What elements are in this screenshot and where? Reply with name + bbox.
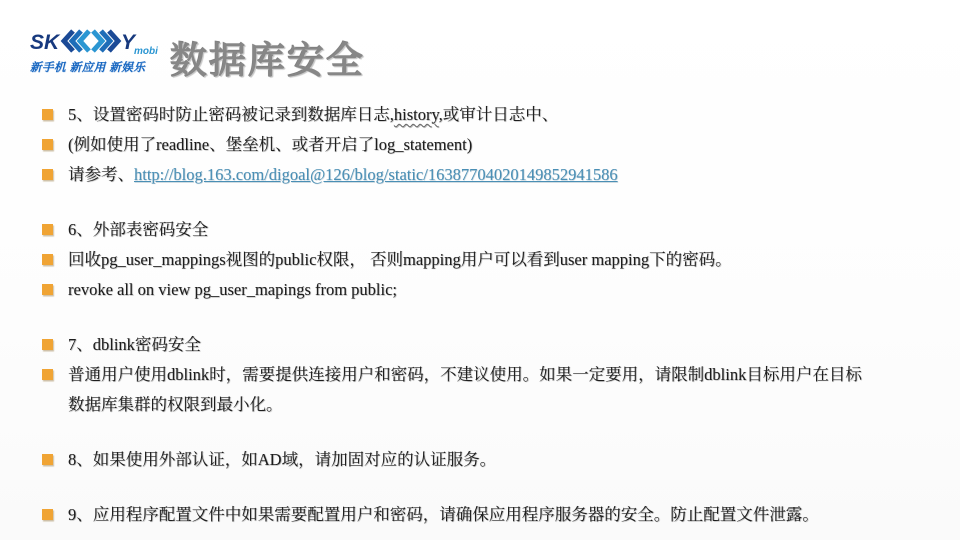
bullet-icon xyxy=(42,284,53,295)
list-item-continuation xyxy=(42,390,942,420)
item-text: 5、设置密码时防止密码被记录到数据库日志, xyxy=(68,105,394,124)
item-text-spellcheck: history xyxy=(393,105,439,124)
item-text: 7、dblink密码安全 xyxy=(68,335,201,354)
item-text: 回收pg_user_mappings视图的public权限， 否则mapping用户可以看到user mapping下的密码。 xyxy=(68,250,732,269)
list-item xyxy=(42,100,942,130)
item-text: (例如使用了readline、堡垒机、或者开启了log_statement) xyxy=(68,135,473,154)
list-item xyxy=(42,500,942,530)
bullet-icon xyxy=(42,369,53,380)
logo-tagline: 新手机 新应用 新娱乐 xyxy=(30,62,146,74)
bullet-group-7 xyxy=(42,330,942,420)
bullet-icon xyxy=(42,109,53,120)
bullet-icon xyxy=(42,509,53,520)
item-text: 9、应用程序配置文件中如果需要配置用户和密码，请确保应用程序服务器的安全。防止配置文件泄露。 xyxy=(68,505,819,524)
item-text: revoke all on view pg_user_mapings from public; xyxy=(68,280,398,299)
slide-content xyxy=(42,100,942,540)
skymobi-logo-icon xyxy=(30,26,160,58)
list-item xyxy=(42,160,942,190)
bullet-group-8 xyxy=(42,445,942,475)
skymobi-logo xyxy=(30,26,160,75)
item-text: 6、外部表密码安全 xyxy=(68,220,209,239)
item-text: ,或审计日志中、 xyxy=(438,105,559,124)
item-text: 请参考、 xyxy=(68,165,134,184)
item-text: 数据库集群的权限到最小化。 xyxy=(68,395,283,414)
bullet-icon xyxy=(42,339,53,350)
list-item xyxy=(42,360,942,390)
bullet-icon xyxy=(42,139,53,150)
list-item xyxy=(42,275,942,305)
list-item xyxy=(42,130,942,160)
bullet-group-6 xyxy=(42,215,942,305)
list-item xyxy=(42,445,942,475)
list-item xyxy=(42,215,942,245)
list-item xyxy=(42,245,942,275)
reference-link[interactable]: http://blog.163.com/digoal@126/blog/static/16387704020149852941586 xyxy=(134,165,618,184)
item-text: 普通用户使用dblink时，需要提供连接用户和密码，不建议使用。如果一定要用，请限制dblink目标用户在目标 xyxy=(68,365,862,384)
bullet-icon xyxy=(42,254,53,265)
logo-y-text: Y xyxy=(121,31,136,54)
logo-sk-text: SK xyxy=(30,31,60,54)
bullet-icon xyxy=(42,224,53,235)
item-text: 8、如果使用外部认证，如AD域，请加固对应的认证服务。 xyxy=(68,450,497,469)
list-item xyxy=(42,330,942,360)
bullet-group-9 xyxy=(42,500,942,530)
logo-mobi-text: mobi xyxy=(134,46,158,57)
page-title: 数据库安全 xyxy=(170,40,365,81)
bullet-icon xyxy=(42,454,53,465)
bullet-icon xyxy=(42,169,53,180)
bullet-group-5 xyxy=(42,100,942,190)
